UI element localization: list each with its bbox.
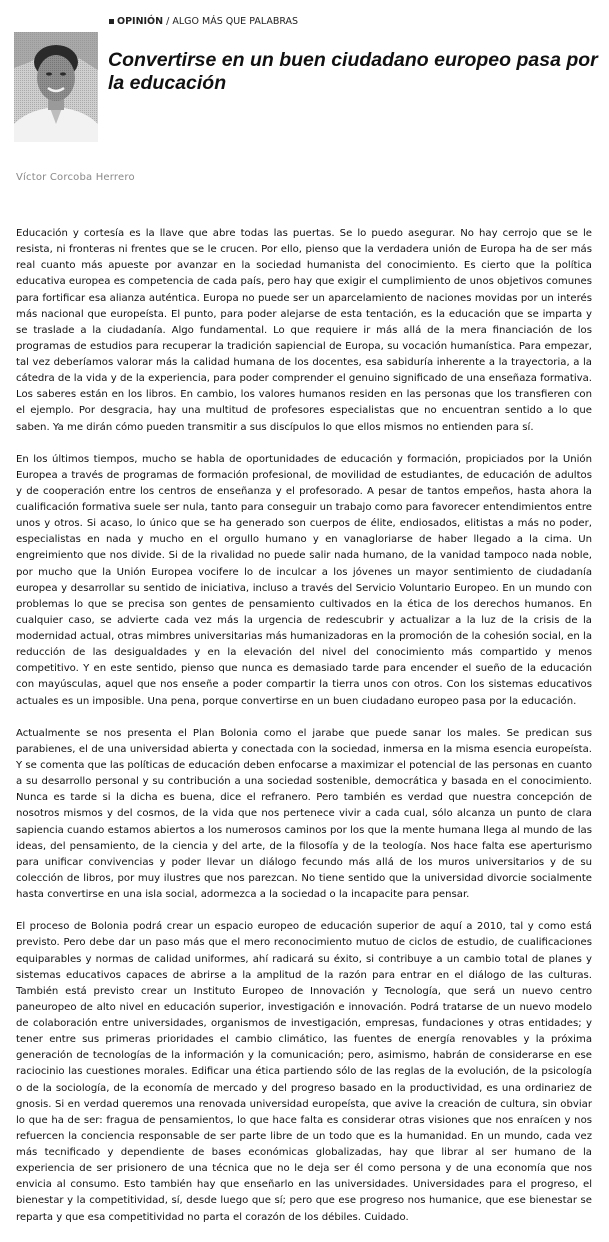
article-paragraph: El proceso de Bolonia podrá crear un espacio europeo de educación superior de aquí a 2010, tal y como está previsto. Pero debe dar un paso más que el mero reconocimiento mutuo de ciclos de estudio, de cualificaciones equiparables y normas de calidad uniformes, ahí radicará su éxito, si contribuye a un cambio total de planes y sistemas educativos capaces de abrirse a la amplitud de la razón para entrar en el diálogo de las culturas. También está previsto crear un Instituto Europeo de Innovación y Tecnología, que será un nuevo centro paneuropeo de alto nivel en educación superior, investigación e innovación. Podrá tratarse de un nuevo modelo de colaboración entre universidades, organismos de investigación, empresas, fundaciones y otras entidades; y tener entre sus primeras prioridades el cambio climático, las fuentes de energía renovables y la próxima generación de tecnologías de la información y la comunicación; pero, asimismo, habrán de considerarse en ese raciocinio las cuestiones morales. Edificar una ética partiendo sólo de las reglas de la evolución, de la psicología o de la sociología, de la economía de mercado y del progreso basado en la productividad, es una ordinariez de gnosis. Si en verdad queremos una renovada universidad europeísta, que avive la creación de cultura, sin obviar lo que ha de ser: fragua de pensamientos, lo que hace falta es considerar otras visiones que nos enraícen y nos refuercen la conciencia responsable de ser parte libre de un todo que es la humanidad. En un mundo, cada vez más tecnificado y dependiente de bases económicas globalizadas, hay que librar al ser humano de la experiencia de ser prisionero de una técnica que no le deja ser él como persona y de una economía que nos envicia al consumo. Esto también hay que enseñarlo en las universidades. Universidades para el progreso, el bienestar y la competitividad, sí, desde luego que sí; pero que ese progreso nos humanice, que ese bienestar se reparta y que esa competitividad no parta el corazón de los débiles. Cuidado.	[16, 921, 592, 1223]
article-body	[16, 226, 592, 1242]
section-subcategory: ALGO MÁS QUE PALABRAS	[172, 16, 299, 27]
article-headline: Convertirse en un buen ciudadano europeo pasa por la educación	[108, 49, 598, 94]
author-portrait-photo	[14, 32, 98, 142]
section-breadcrumb	[109, 16, 298, 27]
author-portrait-icon	[14, 32, 98, 142]
section-bullet-icon	[109, 19, 114, 24]
article-paragraph: Educación y cortesía es la llave que abre todas las puertas. Se lo puedo asegurar. No hay cerrojo que se le resista, ni fronteras ni frentes que se le crucen. Por ello, pienso que la verdadera unión de Europa ha de ser más real cuanto más apueste por avanzar en la sociedad humanista del conocimiento. Es cierto que la política educativa europea es competencia de cada país, pero hay que exigir el cumplimiento de unos objetivos comunes para fortificar esa alianza auténtica. Europa no puede ser un aparcelamiento de naciones movidas por un interés más nacional que europeísta. El punto, para poder alejarse de esta tentación, es la educación que se imparta y se traslade a la ciudadanía. Algo fundamental. Lo que requiere ir más allá de la mera financiación de los programas de estudios para recuperar la tradición sapiencial de Europa, su vocación humanística. Para empezar, tal vez deberíamos valorar más la calidad humana de los docentes, esa sabiduría inherente a la trayectoria, a la cátedra de la vida y de la experiencia, para poder comprender el genuino significado de una enseñaza formativa. Los saberes están en los libros. En cambio, los valores humanos residen en las personas que los transfieren con el ejemplo. Por desgracia, hay una multitud de profesores especialistas que no encuentran sentido a lo que saben. Ya me dirán cómo pueden transmitir a sus discípulos lo que ellos mismos no entienden para sí.	[16, 228, 592, 433]
article-paragraph: En los últimos tiempos, mucho se habla de oportunidades de educación y formación, propiciados por la Unión Europea a través de programas de formación profesional, de movilidad de estudiantes, de educación de adultos y de cooperación entre los centros de enseñanza y el profesorado. A pesar de tantos empeños, hasta ahora la cualificación formativa suele ser nula, tanto para conseguir un trabajo como para favorecer entendimientos entre unos y otros. Si acaso, lo único que se ha generado son cuerpos de élite, endiosados, elitistas a más no poder, especialistas en nada y mucho en el orgullo humano y en vanagloriarse de haber llegado a la cima. Un engreimiento que nos divide. Si de la rivalidad no puede salir nada humano, de la vanidad tampoco nada noble, por mucho que la Unión Europea vocifere lo de inculcar a los jóvenes un mayor sentimiento de ciudadanía europea y desarrollar su sentido de iniciativa, incluso a través del Servicio Voluntario Europeo. En un mundo con problemas lo que se precisa son gentes de pensamiento cultivados en la ética de los derechos humanos. En cualquier caso, se advierte cada vez más la urgencia de redescubrir y actualizar a la luz de la crisis de la modernidad actual, otras mimbres universitarias más humanizadoras en la promoción de la cohesión social, en la reducción de las desigualdades y en la elevación del nivel del conocimiento más compartido y menos competitivo. Y en este sentido, pienso que nunca es demasiado tarde para encender el sueño de la educación con mayúsculas, aquel que nos enseñe a poder compartir la tierra unos con otros. Con los sistemas educativos actuales es un imposible. Una pena, porque convertirse en un buen ciudadano europeo pasa por la educación.	[16, 453, 592, 707]
section-separator: /	[163, 16, 173, 27]
article-paragraph: Actualmente se nos presenta el Plan Bolonia como el jarabe que puede sanar los males. Se predican sus parabienes, el de una universidad abierta y conectada con la sociedad, inmersa en la misma esencia europeísta. Y se comenta que las políticas de educación deben enfocarse a maximizar el potencial de las personas en cuanto a su desarrollo personal y su contribución a una sociedad sostenible, democrática y basada en el conocimiento. Nunca es tarde si la dicha es buena, dice el refranero. Pero también es verdad que nuestra concepción de nosotros mismos y del cosmos, de la vida que nos pertenece vivir a cada cual, sólo alcanza un punto de clara sapiencia cuando estamos abiertos a los numerosos caminos por los que la mente humana llega al mundo de las ideas, del pensamiento, de la ciencia y del arte, de la filosofía y de la teología. Nos hace falta ese aperturismo para unificar convivencias y poder llevar un diálogo fecundo más allá de los muros universitarios y de su colección de libros, por muy ilustres que nos parezcan. No tiene sentido que la universidad divorcie socialmente hasta convertirse en una isla social, adormezca a la sociedad o la incapacite para pensar.	[16, 727, 592, 901]
section-category: OPINIÓN	[117, 16, 164, 27]
article-author: Víctor Corcoba Herrero	[16, 172, 135, 183]
